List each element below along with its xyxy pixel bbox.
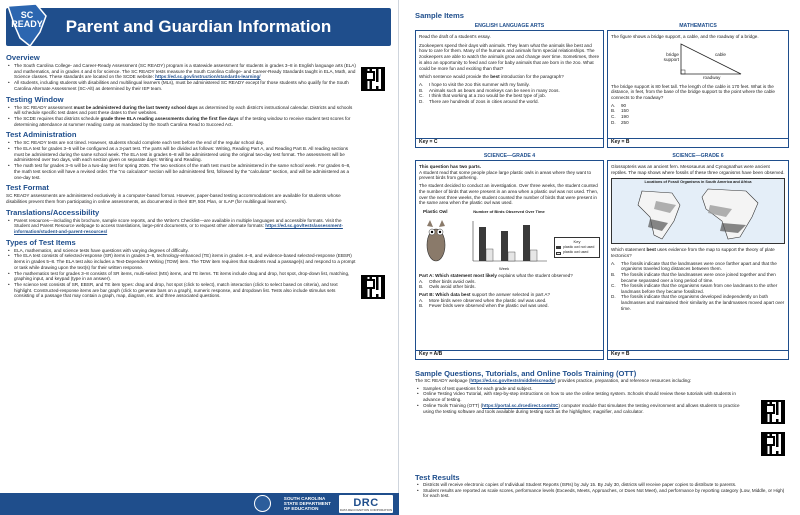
answer-option bbox=[419, 284, 600, 290]
text: ) provides practice, preparation, and reference resources including: bbox=[554, 378, 692, 383]
option-text: There are hundreds of zoos in cities around the world. bbox=[429, 98, 539, 104]
text: The SC READY webpage ( bbox=[415, 378, 471, 383]
answer-key: Key = B bbox=[611, 139, 630, 145]
option-letter: B. bbox=[419, 87, 424, 93]
legend-title: Key bbox=[573, 238, 581, 244]
option-letter: D. bbox=[611, 294, 616, 300]
answer-key: Key = C bbox=[419, 139, 438, 145]
answer-key: Key = B bbox=[611, 351, 630, 357]
qr-code-icon bbox=[761, 432, 785, 456]
list-item: • Online Testing Video Tutorial, with step-by-step instructions on how to use the online testing system. Schools should review these tutorials with students in advance of testing. bbox=[415, 391, 751, 402]
qr-code-icon bbox=[761, 400, 785, 424]
answer-option bbox=[419, 303, 600, 309]
answer-option bbox=[611, 120, 785, 126]
list-item: • The mathematics test for grades 3–8 consists of SR items, multi-select (MS) items, and TE items. TE items include drag and drop, hot spot, drop-down list, matching, graphing input, and keypad (type in an answer). bbox=[6, 271, 356, 282]
option-text: Owls avoid other birds. bbox=[429, 284, 476, 290]
option-letter: D. bbox=[419, 98, 424, 104]
option-text: More birds were observed when the plastic owl was used. bbox=[429, 297, 547, 303]
ela-passage: Zookeepers spend their days with animals. They learn what the animals like best and how to care for them. Many of the humans and animals form special relationships. The zookeepers are able to watch the animals grow and change over time. Sometimes, there is also an opportunity to feed and care for baby animals that are born in the zoo. What could be more fun and exciting than that? bbox=[419, 42, 600, 71]
map-title: Locations of Fossil Organisms in South America and Africa bbox=[644, 180, 752, 185]
option-text: Fewer birds were observed when the plastic owl was used. bbox=[429, 303, 549, 309]
drc-subtext: DATA RECOGNITION CORPORATION bbox=[339, 508, 393, 512]
list-item: • The science test consists of SR, EBSR, and TE item types: drag and drop, hot spot (click to select), match interaction (click to select based on criteria), and text highlight. Constructed-response items are bar graph (click to generate bars on a graph), numeric response, and dropdown list. Tests also include stimulus sets consisting of a passage that may contain a graph, map, diagram, etc. and three associated questions. bbox=[6, 282, 356, 299]
text: Online Tools Training (OTT) ( bbox=[423, 402, 483, 408]
key-bar bbox=[416, 138, 603, 147]
option-letter: D. bbox=[611, 119, 616, 125]
option-text: The fossils indicate that the organisms developed independently on both landmasses and maintained their similarity as the landmasses moved apart over time. bbox=[621, 294, 785, 311]
option-letter: B. bbox=[419, 284, 424, 290]
option-letter: A. bbox=[611, 102, 616, 108]
option-text: The fossils indicate that the organisms swam from one landmass to the other landmass before they became fossilized. bbox=[621, 283, 778, 294]
test-format-section bbox=[6, 183, 356, 204]
list-item: • All students, including students with disabilities and multilingual learners (MLs), must be administered SC READY except for those students who qualify for the South Carolina Alternate Assessment (SC-Alt) as determined by their IEP team. bbox=[6, 80, 356, 91]
math-intro: The figure shows a bridge support, a cable, and the roadway of a bridge. bbox=[611, 34, 759, 39]
list-item bbox=[6, 218, 356, 235]
sde-line: STATE DEPARTMENT bbox=[283, 501, 331, 507]
bridge-diagram bbox=[611, 40, 785, 84]
owl-icon bbox=[425, 217, 447, 263]
option-text: I think that working at a zoo would be the best type of job. bbox=[429, 93, 546, 99]
option-letter: A. bbox=[419, 278, 424, 284]
text: Which sentence would provide the bbox=[419, 74, 491, 80]
legend-item bbox=[556, 250, 598, 256]
fossil-map bbox=[611, 178, 785, 244]
sci6-content bbox=[611, 164, 785, 311]
test-administration-heading: Test Administration bbox=[6, 130, 77, 140]
left-page bbox=[0, 0, 399, 515]
math-content bbox=[611, 34, 785, 125]
sci6-question bbox=[611, 247, 785, 258]
test-administration-section bbox=[6, 130, 356, 180]
option-text: 190 bbox=[621, 114, 629, 119]
label-bridge-support: bridge support bbox=[663, 51, 679, 63]
list-item: • The ELA test for grades 3–5 will be configured as a 3-part test. The parts will be divided as follows: Writing, Reading Part A, and Reading Part B. All reading sections must be administered during the same school week. The ELA test in grades 6–8 will be administered using the original two-day test format. The assessment will be administered over two days, with each section given on separate days: Writing and Reading. bbox=[6, 146, 356, 163]
option-letter: C. bbox=[419, 93, 424, 99]
qr-code-icon bbox=[361, 67, 385, 91]
logo-text bbox=[6, 11, 48, 29]
sci4-figure bbox=[419, 209, 600, 273]
bullet-text: The South Carolina College- and Career-Ready Assessment (SC READY) program is a statewide assessment for students in grades 3–8 in English language arts (ELA) and mathematics, and in grades 4 and 6 for science. The SC READY tests measure the South Carolina College- and Career-Ready Standards taught in ELA, Math, and Science classes. These standards are located on the SCDE website: bbox=[14, 63, 356, 80]
resources-link[interactable]: https://ed.sc.gov/tests/assessment-information/student-and-parent-resources/ bbox=[14, 223, 343, 235]
list-item bbox=[415, 403, 751, 414]
option-letter: A. bbox=[419, 297, 424, 303]
logo-line-2: READY bbox=[11, 19, 43, 29]
key-bar bbox=[416, 350, 603, 359]
overview-heading: Overview bbox=[6, 53, 40, 62]
sci6-title: SCIENCE—GRADE 6 bbox=[672, 153, 724, 159]
legend-swatch bbox=[556, 252, 561, 255]
footer-bar bbox=[0, 493, 399, 515]
option-text: 150 bbox=[621, 108, 629, 114]
answer-option bbox=[611, 261, 785, 272]
list-item bbox=[6, 105, 356, 116]
sample-items-heading: Sample Items bbox=[415, 11, 464, 20]
option-text: The fossils indicate that the landmasses were once farther apart and that the organisms traveled long distances between them. bbox=[621, 260, 777, 272]
list-item: • The SC READY tests are not timed. However, students should complete each test before the end of the regular school day. bbox=[6, 140, 356, 146]
text: as determined by each district's instructional calendar. Districts and schools will schedule specific test dates and post these dates to their websites. bbox=[14, 104, 353, 116]
science-grade4-box bbox=[415, 153, 604, 360]
chart-legend bbox=[554, 237, 600, 258]
answer-option bbox=[611, 272, 785, 283]
option-letter: B. bbox=[611, 108, 616, 114]
sci4-title: SCIENCE—GRADE 4 bbox=[483, 153, 536, 159]
math-title: MATHEMATICS bbox=[679, 23, 717, 29]
ott-section bbox=[415, 378, 751, 414]
scready-webpage-link[interactable]: https://ed.sc.gov/tests/middle/scready/ bbox=[470, 378, 555, 383]
bold-text: Part B: Which data bbox=[419, 291, 462, 297]
item-types-heading: Types of Test Items bbox=[6, 237, 76, 247]
option-letter: C. bbox=[611, 114, 616, 119]
testing-window-section bbox=[6, 95, 356, 128]
text: introduction for the paragraph? bbox=[499, 74, 564, 80]
bold-text: must be administered during the last twenty school days bbox=[73, 104, 198, 110]
sci4-lead: This question has two parts. bbox=[419, 164, 482, 169]
left-body bbox=[6, 50, 356, 300]
sci6-options bbox=[611, 261, 785, 311]
ela-content bbox=[419, 34, 600, 104]
science-grade6-box bbox=[607, 153, 789, 360]
chart-title: Number of Birds Observed Over Time bbox=[473, 208, 545, 214]
list-item: • The math test for grades 3–5 will be a two-day test for spring 2026. The two sections of the math test must be administered in the same school week. For grades 6–8, the math test section will have a revised order. The "no calculator" section will be administered first, followed by the "calculator" section, and will be administered as a one-day test. bbox=[6, 163, 356, 180]
legend-text: plastic owl used bbox=[563, 250, 589, 255]
logo-line-1: SC bbox=[20, 10, 34, 20]
bridge-triangle-icon bbox=[611, 40, 787, 84]
sci4-paragraph-1: A student read that some people place large plastic owls in areas where they want to prevent birds from gathering. bbox=[419, 169, 592, 181]
text: uses evidence from the map to support the theory of plate tectonics? bbox=[611, 247, 775, 259]
option-text: Animals such as bears and monkeys can be seen in many zoos. bbox=[429, 87, 560, 93]
option-letter: C. bbox=[611, 283, 616, 289]
key-bar bbox=[608, 138, 788, 147]
list-item: • ELA, mathematics, and science tests have questions with varying degrees of difficulty. bbox=[6, 248, 356, 254]
ela-options bbox=[419, 82, 600, 104]
world-map-icon bbox=[622, 187, 778, 243]
ela-sample-box bbox=[415, 23, 604, 148]
ott-heading: Sample Questions, Tutorials, and Online Tools Training (OTT) bbox=[415, 369, 637, 378]
option-text: The fossils indicate that the landmasses were once joined together and then became separated over a long period of time. bbox=[621, 272, 776, 283]
translations-section bbox=[6, 208, 356, 235]
bold-text: most likely bbox=[473, 272, 497, 278]
label-cable: cable bbox=[715, 51, 726, 57]
math-question: The bridge support is 80 feet tall. The length of the cable is 170 feet. What is the distance, in feet, from the base of the bridge support to the point where the cable connects to the roadway? bbox=[611, 83, 775, 101]
text: The SC READY assessment bbox=[14, 104, 74, 110]
test-format-heading: Test Format bbox=[6, 183, 49, 193]
answer-option bbox=[419, 99, 600, 105]
drc-logo bbox=[339, 495, 393, 513]
list-item: • Student results are reported as scale scores, performance levels (Exceeds, Meets, Approaches, or Does Not Meet), and performance by reporting category (Low, Middle, or High) for each test. bbox=[415, 488, 785, 499]
list-item: • Districts will receive electronic copies of Individual Student Reports (ISRs) by July 15. By July 30, districts will receive paper copies to distribute to parents. bbox=[415, 482, 785, 488]
bold-text: best bbox=[490, 74, 500, 80]
test-results-section bbox=[415, 482, 785, 499]
text: The SCDE requires that districts schedule bbox=[14, 115, 101, 121]
text: Parent resources—including this brochure, sample score reports, and the Writer's Checklist—are available in multiple languages and accessible formats. Visit the Student and Parent Resource webpage to access translations, large-print documents, or to request other alternate formats: bbox=[14, 217, 342, 229]
math-options bbox=[611, 103, 785, 125]
sci6-intro: Glossopteris was an ancient fern. Mesosaurus and Cynognathus were ancient reptiles. The map shows where fossils of these three organisms have been observed. bbox=[611, 164, 785, 175]
text: of the testing window to receive student test scores for determining attendance at summer reading camp as mandated by the South Carolina Read to Succeed Act. bbox=[14, 115, 351, 127]
ela-title: ENGLISH LANGUAGE ARTS bbox=[474, 23, 545, 29]
drc-text: DRC bbox=[353, 497, 379, 509]
header-banner bbox=[6, 8, 391, 46]
bold-text: best bbox=[646, 247, 656, 253]
sde-line: OF EDUCATION bbox=[283, 506, 319, 512]
bold-text: best bbox=[461, 291, 471, 297]
test-format-text: SC READY assessments are administered exclusively in a computer-based format. However, paper-based testing accommodations are available for students whose disabilities prevent them from participating in online assessments, as documented in their IEP, 504 Plan, or ILAP (for multilingual learners). bbox=[6, 193, 341, 204]
test-results-heading: Test Results bbox=[415, 473, 460, 482]
option-letter: A. bbox=[419, 81, 424, 87]
bar-chart-icon bbox=[469, 219, 549, 267]
option-letter: B. bbox=[419, 303, 424, 309]
text: Which statement bbox=[611, 247, 647, 253]
list-item bbox=[6, 63, 356, 80]
state-seal-icon bbox=[254, 495, 271, 512]
option-text: 90 bbox=[621, 102, 627, 108]
text: explains what the student observed? bbox=[496, 272, 573, 278]
ott-portal-link[interactable]: https://portal.sc.drcedirect.com/SC bbox=[482, 402, 559, 408]
sci4-paragraph-2: The student decided to conduct an investigation. Over three weeks, the student counted the number of birds that were present in an area when a plastic owl was not used. Then, over the next three weeks, the student counted the number of birds that were present in the same area when the plastic owl was used. bbox=[419, 183, 599, 206]
right-page bbox=[401, 0, 800, 515]
list-item: • Samples of test questions for each grade and subject. bbox=[415, 386, 751, 392]
label-roadway: roadway bbox=[703, 74, 721, 80]
answer-option bbox=[611, 294, 785, 311]
sc-ready-logo bbox=[6, 2, 48, 50]
chart-xlabel: Week bbox=[499, 265, 510, 271]
ott-intro bbox=[415, 378, 751, 384]
answer-key: Key = A/B bbox=[419, 351, 443, 357]
item-types-section bbox=[6, 238, 356, 299]
key-bar bbox=[608, 350, 788, 359]
option-text: 250 bbox=[621, 119, 629, 125]
bold-text: grade three ELA reading assessments during the first five days bbox=[100, 115, 239, 121]
list-item: • The ELA test consists of selected-response (SR) items in grades 3–8, technology-enhanced (TE) items in grades 4–8, and evidence-based selected-response (EBSR) items in grades 5–8. The ELA test also includes a Text-Dependent Writing (TDW) item. The TDW item requires that students read a passage(s) and respond to a prompt or task while drawing upon the text(s) for their written response. bbox=[6, 253, 356, 270]
sci4-content bbox=[419, 164, 600, 309]
bold-text: Part A: Which statement bbox=[419, 272, 474, 278]
owl-label: Plastic Owl bbox=[423, 208, 448, 214]
overview-section bbox=[6, 53, 356, 92]
sde-line: SOUTH CAROLINA bbox=[283, 496, 326, 501]
math-sample-box bbox=[607, 23, 789, 148]
option-letter: A. bbox=[611, 260, 616, 266]
legend-text: plastic owl not used bbox=[563, 244, 595, 249]
legend-swatch bbox=[556, 246, 561, 249]
testing-window-heading: Testing Window bbox=[6, 94, 64, 104]
option-text: I hope to visit the zoo this summer with my family. bbox=[429, 81, 530, 87]
translations-heading: Translations/Accessibility bbox=[6, 207, 100, 217]
option-text: Other birds avoid owls. bbox=[429, 278, 476, 284]
text: ) computer module that simulates the testing environment and allows students to practice using the testing software and tools available during testing such as the highlighter, magnifier, and calculator. bbox=[423, 402, 740, 414]
standards-link[interactable]: https://ed.sc.gov/instruction/standards-learning/ bbox=[155, 74, 261, 80]
text: support the answer selected in part A? bbox=[470, 291, 550, 297]
qr-code-icon bbox=[361, 275, 385, 299]
list-item bbox=[6, 116, 356, 127]
page-title: Parent and Guardian Information bbox=[65, 17, 332, 36]
sde-logo bbox=[284, 496, 331, 512]
answer-option bbox=[611, 283, 785, 294]
ela-intro: Read the draft of a student's essay. bbox=[419, 34, 491, 39]
ela-question bbox=[419, 74, 600, 80]
option-letter: B. bbox=[611, 272, 616, 277]
